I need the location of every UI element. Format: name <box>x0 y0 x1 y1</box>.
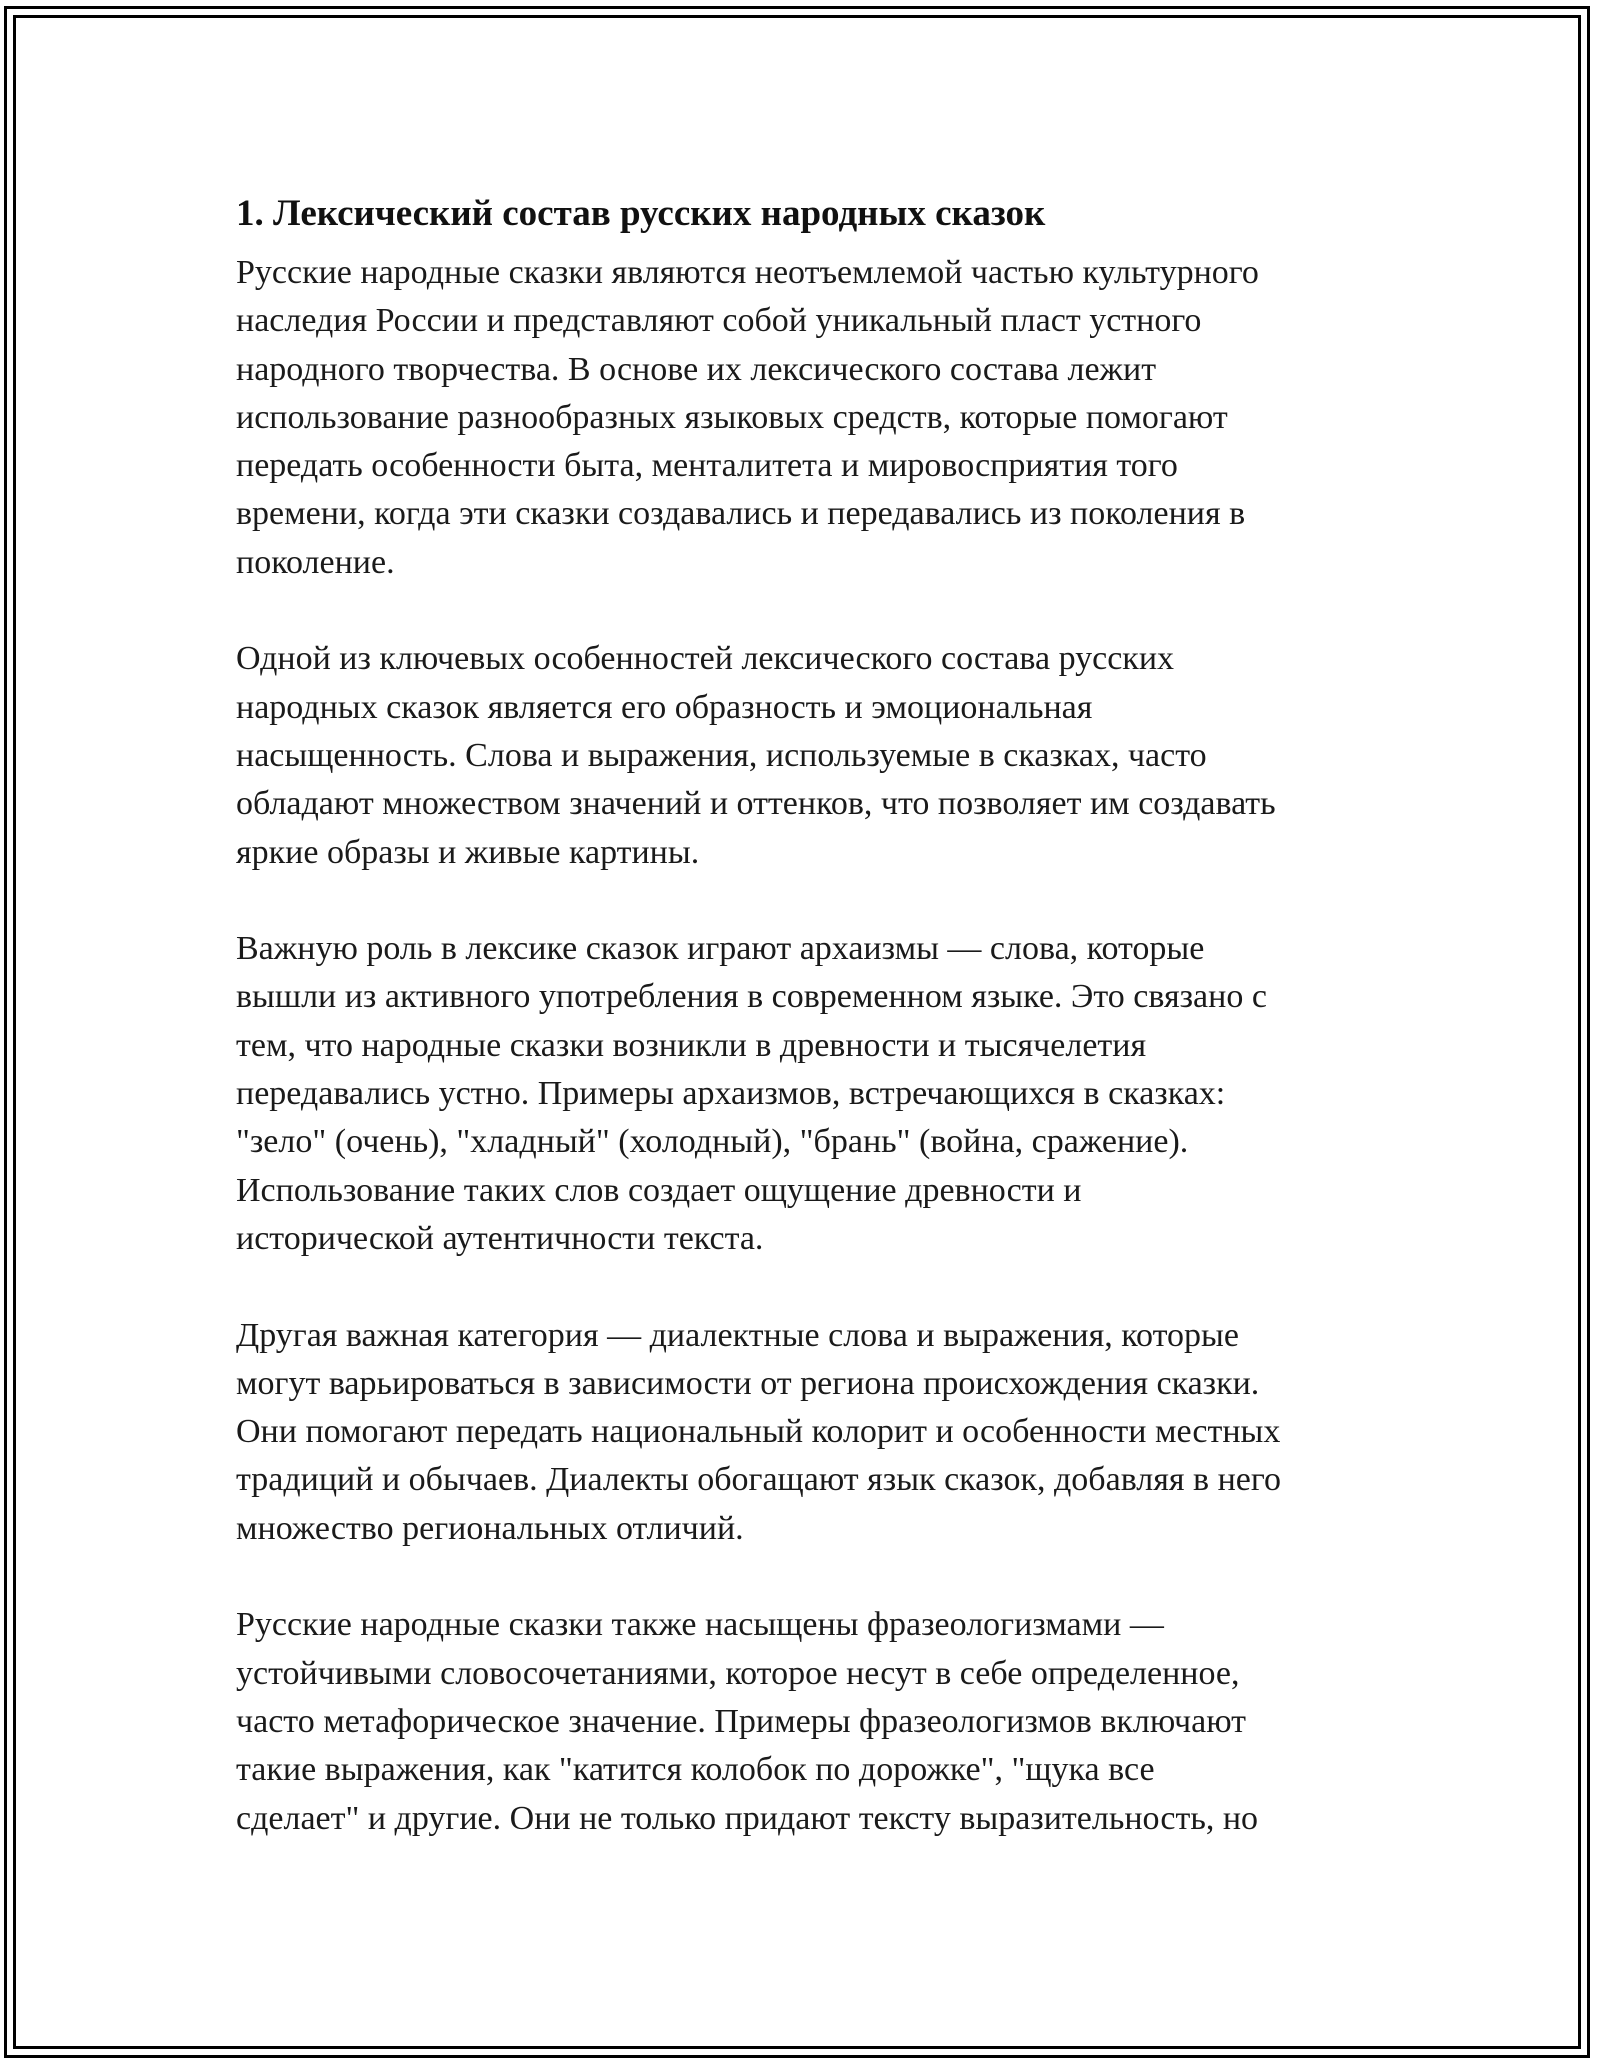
paragraph-dialects: Другая важная категория — диалектные слова и выражения, которые могут варьироваться в зависимости от региона происхождения сказки. Они помогают передать национальный колорит и особенности местных традиций и обычаев. Диалекты обогащают язык сказок, добавляя в него множество региональных отличий. <box>236 1316 1281 1547</box>
document-body <box>236 183 1386 1843</box>
paragraph-archaisms: Важную роль в лексике сказок играют архаизмы — слова, которые вышли из активного употребления в современном языке. Это связано с тем, что народные сказки возникли в древности и тысячелетия передавались устно. Примеры архаизмов, встречающихся в сказках: "зело" (очень), "хладный" (холодный), "брань" (война, сражение). Использование таких слов создает ощущение древности и исторической аутентичности текста. <box>236 930 1267 1257</box>
section-heading: 1. Лексический состав русских народных сказок <box>236 193 1046 234</box>
paragraph-phraseology: Русские народные сказки также насыщены фразеологизмами — устойчивыми словосочетаниями, которое несут в себе определенное, часто метафорическое значение. Примеры фразеологизмов включают такие выражения, как "катится колобок по дорожке", "щука все сделает" и другие. Они не только придают тексту выразительность, но <box>236 1606 1259 1837</box>
paragraph-intro: Русские народные сказки являются неотъемлемой частью культурного наследия России и представляют собой уникальный пласт устного народного творчества. В основе их лексического состава лежит использование разнообразных языковых средств, которые помогают передать особенности быта, менталитета и мировосприятия того времени, когда эти сказки создавались и передавались из поколения в поколение. <box>236 254 1259 581</box>
paragraph-imagery: Одной из ключевых особенностей лексического состава русских народных сказок является его образность и эмоциональная насыщенность. Слова и выражения, используемые в сказках, часто обладают множеством значений и оттенков, что позволяет им создавать яркие образы и живые картины. <box>236 640 1276 871</box>
